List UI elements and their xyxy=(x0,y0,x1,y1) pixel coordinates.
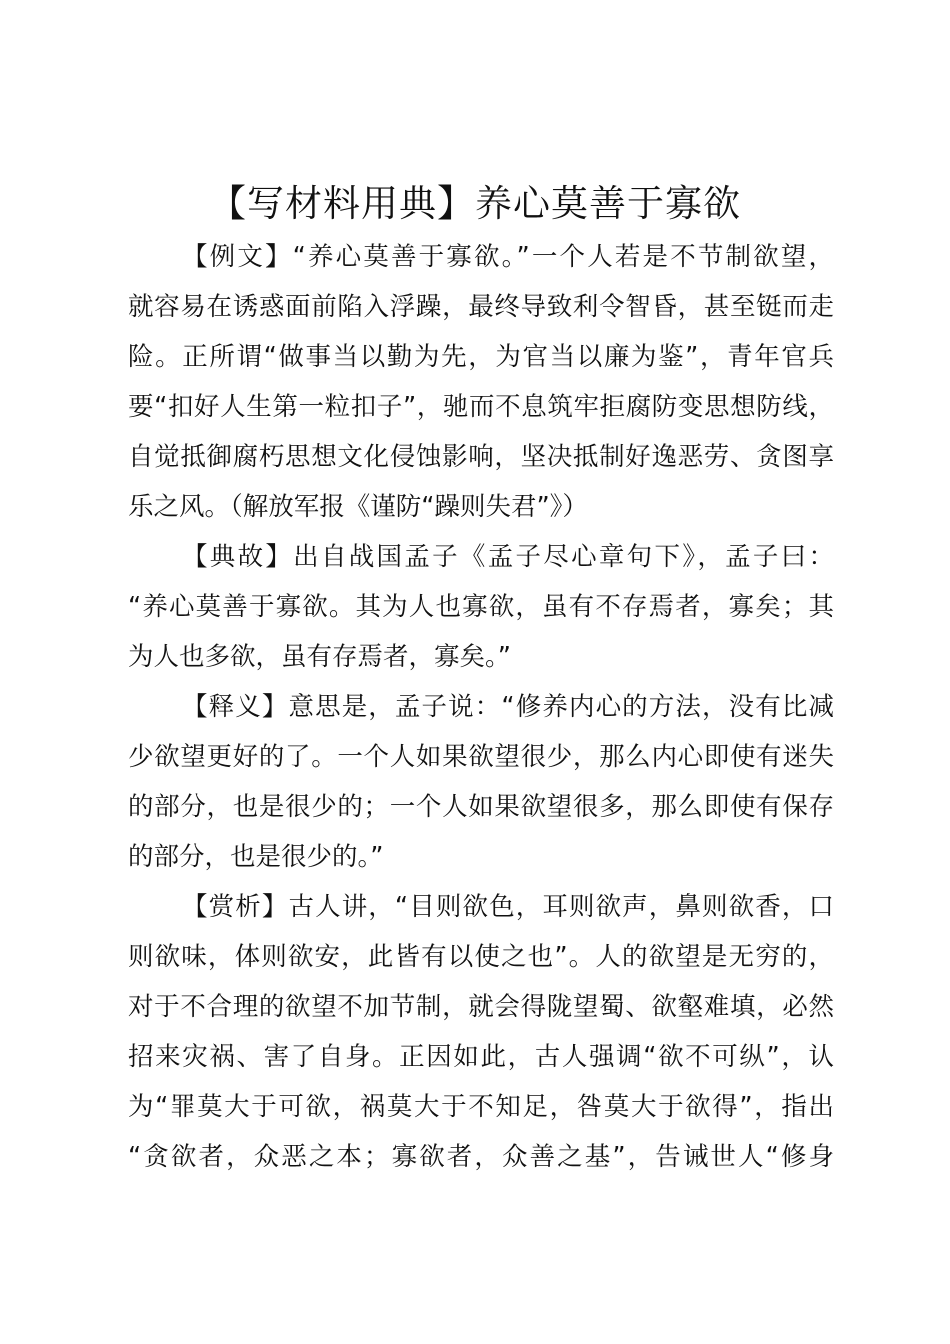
text-line: 为人也多欲，虽有存焉者，寡矣。” xyxy=(128,642,511,672)
text-line: 招来灾祸、害了自身。正因如此，古人强调“欲不可纵”，认 xyxy=(128,1042,834,1072)
document-title: 【写材料用典】养心莫善于寡欲 xyxy=(209,182,741,225)
text-line: 【典故】出自战国孟子《孟子尽心章句下》，孟子曰： xyxy=(182,542,834,572)
text-line: 【释义】意思是，孟子说：“修养内心的方法，没有比减 xyxy=(182,692,834,722)
text-line: 为“罪莫大于可欲，祸莫大于不知足，咎莫大于欲得”，指出 xyxy=(128,1092,834,1122)
text-line: 对于不合理的欲望不加节制，就会得陇望蜀、欲壑难填，必然 xyxy=(128,992,834,1022)
text-line: “贪欲者，众恶之本；寡欲者，众善之基”，告诫世人“修身 xyxy=(128,1142,834,1172)
text-line: 少欲望更好的了。一个人如果欲望很少，那么内心即使有迷失 xyxy=(128,742,834,772)
text-line: 则欲味，体则欲安，此皆有以使之也”。人的欲望是无穷的， xyxy=(128,942,834,972)
text-line: 乐之风。（解放军报《谨防“躁则失君”》） xyxy=(128,492,588,522)
text-line: 【赏析】古人讲，“目则欲色，耳则欲声，鼻则欲香，口 xyxy=(182,892,834,922)
text-line: 的部分，也是很少的；一个人如果欲望很多，那么即使有保存 xyxy=(128,792,834,822)
text-line: 要“扣好人生第一粒扣子”，驰而不息筑牢拒腐防变思想防线， xyxy=(128,392,834,422)
document-body xyxy=(128,232,834,1182)
text-line: 就容易在诱惑面前陷入浮躁，最终导致利令智昏，甚至铤而走 xyxy=(128,292,834,322)
text-line: 【例文】“养心莫善于寡欲。”一个人若是不节制欲望， xyxy=(182,242,834,272)
text-line: 自觉抵御腐朽思想文化侵蚀影响，坚决抵制好逸恶劳、贪图享 xyxy=(128,442,834,472)
text-line: 的部分，也是很少的。” xyxy=(128,842,384,872)
text-line: 险。正所谓“做事当以勤为先，为官当以廉为鉴”，青年官兵 xyxy=(128,342,834,372)
text-line: “养心莫善于寡欲。其为人也寡欲，虽有不存焉者，寡矣；其 xyxy=(128,592,834,622)
